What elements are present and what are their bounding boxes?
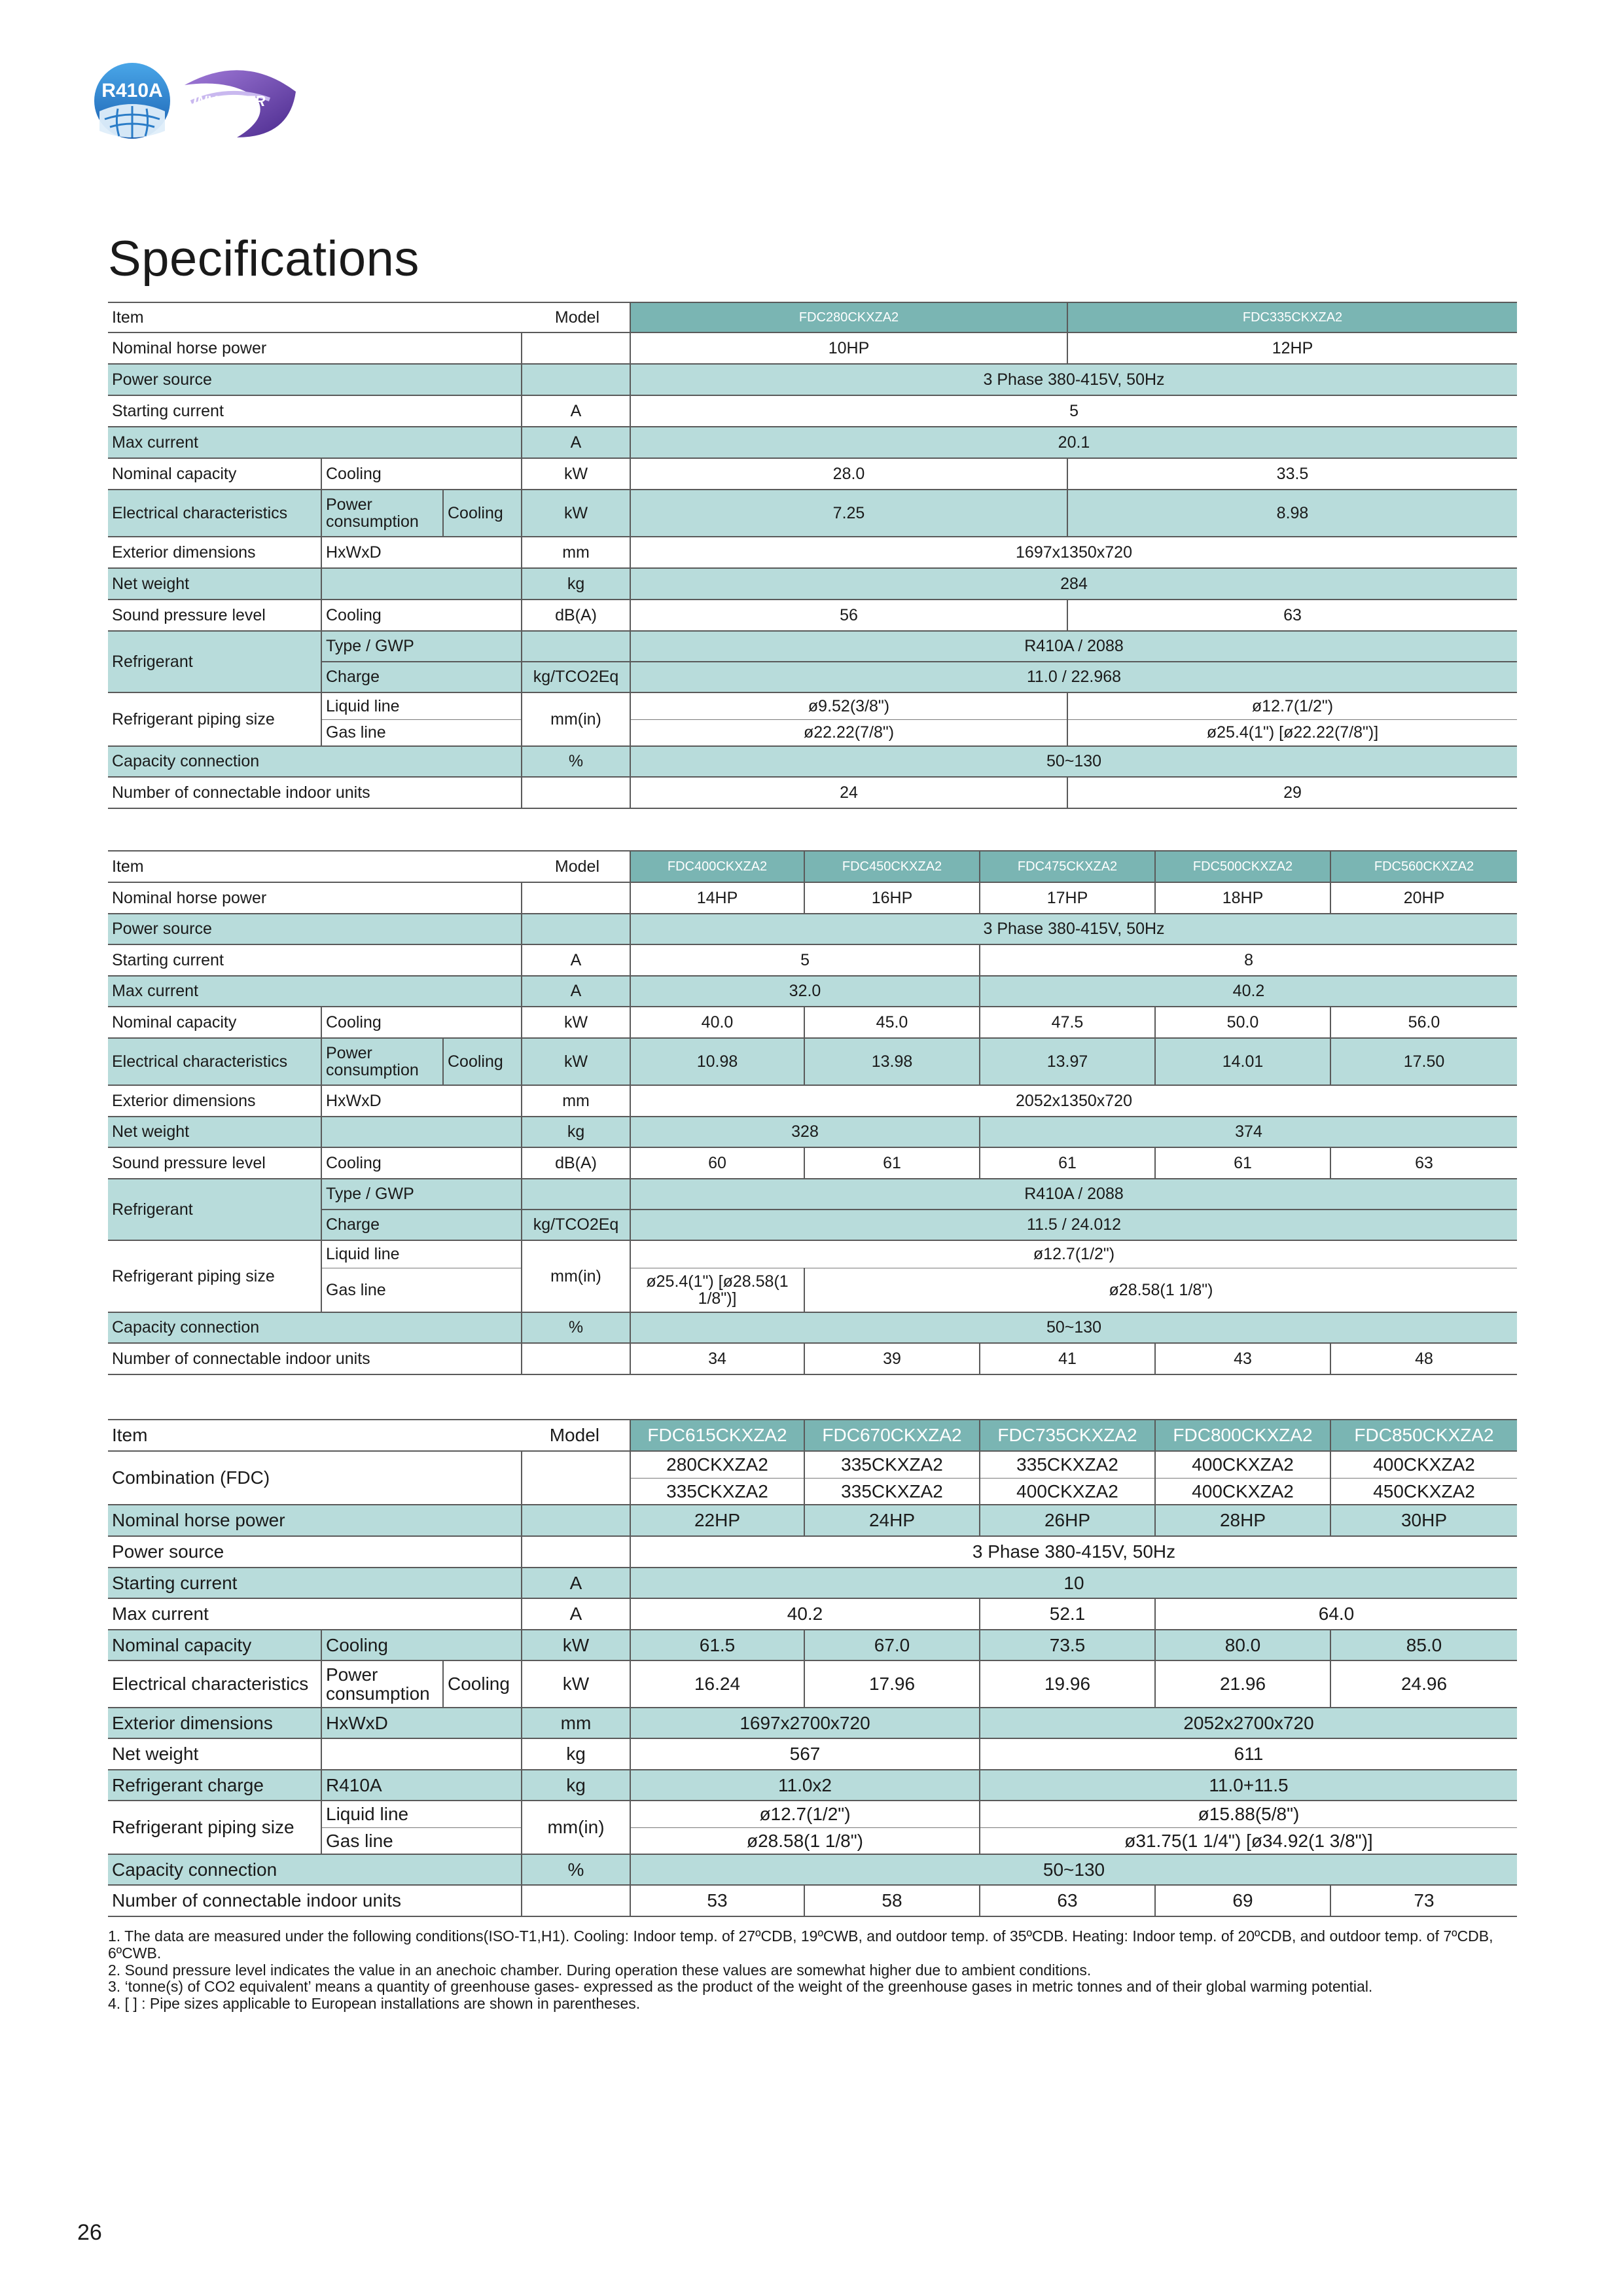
value-cell: 11.0x2 [630, 1770, 980, 1801]
model-header: Model [522, 302, 630, 332]
unit-cell [522, 1885, 630, 1916]
value-cell: 47.5 [980, 1007, 1155, 1038]
value-cell: 400CKXZA2 [1155, 1478, 1330, 1505]
row-label: Nominal horse power [108, 332, 522, 364]
unit-cell: A [522, 944, 630, 976]
dimensions-row [108, 1085, 1517, 1117]
capacity-connection-row [108, 746, 1517, 777]
page-title: Specifications [108, 231, 419, 287]
unit-cell: mm(in) [522, 692, 630, 746]
unit-cell: kg [522, 1117, 630, 1147]
value-cell: 3 Phase 380-415V, 50Hz [630, 364, 1517, 395]
row-label: Power source [108, 914, 522, 944]
sub-label-2: Cooling [443, 490, 522, 537]
sound-row [108, 1147, 1517, 1179]
row-label: Capacity connection [108, 746, 522, 777]
value-cell: 50~130 [630, 1312, 1517, 1343]
sub-label: HxWxD [321, 1085, 522, 1117]
net-weight-row [108, 568, 1517, 600]
unit-cell: A [522, 1568, 630, 1598]
page-number: 26 [77, 2220, 102, 2245]
row-label: Exterior dimensions [108, 1085, 321, 1117]
model-header: Model [522, 1420, 630, 1451]
value-cell: 14.01 [1155, 1038, 1330, 1085]
row-label: Exterior dimensions [108, 537, 321, 568]
row-label: Max current [108, 427, 522, 458]
value-cell: 28.0 [630, 458, 1067, 490]
value-cell: ø12.7(1/2") [1067, 692, 1517, 719]
value-cell: 48 [1330, 1343, 1517, 1374]
power-source-row [108, 1536, 1517, 1568]
value-cell: 11.5 / 24.012 [630, 1210, 1517, 1240]
value-cell: 20HP [1330, 882, 1517, 914]
model-cell: FDC670CKXZA2 [804, 1420, 980, 1451]
value-cell: 33.5 [1067, 458, 1517, 490]
sub-label: Cooling [321, 1007, 522, 1038]
value-cell: 26HP [980, 1505, 1155, 1536]
value-cell: 12HP [1067, 332, 1517, 364]
sound-row [108, 600, 1517, 631]
sub-label [321, 568, 522, 600]
unit-cell: A [522, 1598, 630, 1630]
sub-label: R410A [321, 1770, 522, 1801]
value-cell: 43 [1155, 1343, 1330, 1374]
footnote: 3. ‘tonne(s) of CO2 equivalent’ means a quantity of greenhouse gases- expressed as the product of the weight of the greenhouse gases in metric tonnes and of their global warming potential. [108, 1978, 1373, 1996]
piping-liquid-row [108, 692, 1517, 719]
row-label: Number of connectable indoor units [108, 777, 522, 808]
value-cell: 61.5 [630, 1630, 804, 1660]
value-cell: ø12.7(1/2") [630, 1801, 980, 1827]
model-cell: FDC735CKXZA2 [980, 1420, 1155, 1451]
unit-cell: kW [522, 1630, 630, 1660]
value-cell: 63 [1067, 600, 1517, 631]
value-cell: 60 [630, 1147, 804, 1179]
row-label: Capacity connection [108, 1312, 522, 1343]
row-label: Number of connectable indoor units [108, 1885, 522, 1916]
value-cell: 24 [630, 777, 1067, 808]
item-header: Item [108, 851, 522, 882]
model-header: Model [522, 851, 630, 882]
header-row [108, 851, 1517, 882]
value-cell: 20.1 [630, 427, 1517, 458]
value-cell: 5 [630, 395, 1517, 427]
value-cell: 63 [980, 1885, 1155, 1916]
nominal-hp-row [108, 882, 1517, 914]
sub-label: Liquid line [321, 1801, 522, 1827]
model-cell: FDC560CKXZA2 [1330, 851, 1517, 882]
unit-cell: % [522, 1854, 630, 1885]
value-cell: 1697x1350x720 [630, 537, 1517, 568]
value-cell: 335CKXZA2 [630, 1478, 804, 1505]
brand-logos [93, 59, 315, 144]
combination-row-1 [108, 1451, 1517, 1478]
value-cell: 40.0 [630, 1007, 804, 1038]
row-label: Net weight [108, 568, 321, 600]
unit-cell: mm [522, 1708, 630, 1738]
value-cell: 1697x2700x720 [630, 1708, 980, 1738]
unit-cell [522, 631, 630, 662]
value-cell: ø25.4(1") [ø22.22(7/8")] [1067, 719, 1517, 746]
indoor-units-row [108, 777, 1517, 808]
value-cell: 22HP [630, 1505, 804, 1536]
sub-label: HxWxD [321, 537, 522, 568]
value-cell: 61 [980, 1147, 1155, 1179]
indoor-units-row [108, 1885, 1517, 1916]
net-weight-row [108, 1117, 1517, 1147]
power-source-row [108, 364, 1517, 395]
model-cell: FDC450CKXZA2 [804, 851, 980, 882]
value-cell: 39 [804, 1343, 980, 1374]
row-label: Nominal horse power [108, 882, 522, 914]
sub-label: Power consumption [321, 1660, 443, 1708]
footnote: 2. Sound pressure level indicates the value in an anechoic chamber. During operation these values are somewhat higher due to ambient conditions. [108, 1961, 1092, 1979]
row-label: Electrical characteristics [108, 490, 321, 537]
value-cell: 611 [980, 1738, 1517, 1770]
unit-cell: kg [522, 1770, 630, 1801]
value-cell: ø22.22(7/8") [630, 719, 1067, 746]
net-weight-row [108, 1738, 1517, 1770]
sub-label-2: Cooling [443, 1660, 522, 1708]
electrical-row [108, 1660, 1517, 1708]
value-cell: ø28.58(1 1/8") [630, 1827, 980, 1854]
row-label: Capacity connection [108, 1854, 522, 1885]
spec-table-1 [108, 302, 1517, 809]
value-cell: 5 [630, 944, 980, 976]
value-cell: 64.0 [1155, 1598, 1517, 1630]
row-label: Electrical characteristics [108, 1660, 321, 1708]
model-cell: FDC800CKXZA2 [1155, 1420, 1330, 1451]
capacity-connection-row [108, 1854, 1517, 1885]
value-cell: 61 [804, 1147, 980, 1179]
value-cell: 80.0 [1155, 1630, 1330, 1660]
value-cell: 73 [1330, 1885, 1517, 1916]
row-label: Refrigerant [108, 1179, 321, 1240]
unit-cell: % [522, 1312, 630, 1343]
unit-cell: A [522, 427, 630, 458]
value-cell: 61 [1155, 1147, 1330, 1179]
sub-label: Cooling [321, 600, 522, 631]
value-cell: 10HP [630, 332, 1067, 364]
footnote: 1. The data are measured under the following conditions(ISO-T1,H1). Cooling: Indoor temp. of 27ºCDB, 19ºCWB, and outdoor temp. of 35ºCDB. Heating: Indoor temp. of 20ºCDB, and outdoor temp. of 7ºCDB, 6ºCWB. [108, 1928, 1493, 1962]
unit-cell: mm(in) [522, 1240, 630, 1312]
value-cell: 41 [980, 1343, 1155, 1374]
sub-label: Liquid line [321, 1240, 522, 1268]
sub-label: Cooling [321, 1630, 522, 1660]
unit-cell: kg/TCO2Eq [522, 662, 630, 692]
value-cell: 73.5 [980, 1630, 1155, 1660]
max-current-row [108, 427, 1517, 458]
value-cell: 69 [1155, 1885, 1330, 1916]
unit-cell: dB(A) [522, 600, 630, 631]
sub-label: Power consumption [321, 1038, 443, 1085]
unit-cell: A [522, 976, 630, 1007]
item-header: Item [108, 1420, 522, 1451]
value-cell: 29 [1067, 777, 1517, 808]
unit-cell: mm [522, 537, 630, 568]
value-cell: 567 [630, 1738, 980, 1770]
sub-label: Charge [321, 662, 522, 692]
nominal-capacity-row [108, 1007, 1517, 1038]
unit-cell: kg [522, 568, 630, 600]
model-cell: FDC335CKXZA2 [1067, 302, 1517, 332]
piping-liquid-row [108, 1240, 1517, 1268]
value-cell: 50.0 [1155, 1007, 1330, 1038]
header-row [108, 302, 1517, 332]
row-label: Number of connectable indoor units [108, 1343, 522, 1374]
unit-cell: kg [522, 1738, 630, 1770]
row-label: Power source [108, 1536, 522, 1568]
unit-cell [522, 1451, 630, 1505]
refrigerant-charge-row [108, 1770, 1517, 1801]
value-cell: ø9.52(3/8") [630, 692, 1067, 719]
value-cell: 7.25 [630, 490, 1067, 537]
row-label: Sound pressure level [108, 1147, 321, 1179]
row-label: Sound pressure level [108, 600, 321, 631]
sub-label: Gas line [321, 719, 522, 746]
value-cell: 280CKXZA2 [630, 1451, 804, 1478]
row-label: Max current [108, 1598, 522, 1630]
unit-cell: kg/TCO2Eq [522, 1210, 630, 1240]
unit-cell [522, 914, 630, 944]
value-cell: 21.96 [1155, 1660, 1330, 1708]
spec-table-2 [108, 850, 1517, 1375]
model-cell: FDC400CKXZA2 [630, 851, 804, 882]
model-cell: FDC280CKXZA2 [630, 302, 1067, 332]
row-label: Refrigerant piping size [108, 692, 321, 746]
unit-cell: mm [522, 1085, 630, 1117]
value-cell: 10 [630, 1568, 1517, 1598]
value-cell: 11.0+11.5 [980, 1770, 1517, 1801]
value-cell: 50~130 [630, 746, 1517, 777]
row-label: Refrigerant charge [108, 1770, 321, 1801]
value-cell: 10.98 [630, 1038, 804, 1085]
unit-cell [522, 1179, 630, 1210]
value-cell: 335CKXZA2 [804, 1451, 980, 1478]
sub-label: Type / GWP [321, 631, 522, 662]
unit-cell: kW [522, 1007, 630, 1038]
value-cell: 52.1 [980, 1598, 1155, 1630]
sub-label: Gas line [321, 1268, 522, 1312]
value-cell: 63 [1330, 1147, 1517, 1179]
row-label: Refrigerant piping size [108, 1240, 321, 1312]
value-cell: ø28.58(1 1/8") [804, 1268, 1517, 1312]
model-cell: FDC615CKXZA2 [630, 1420, 804, 1451]
value-cell: 450CKXZA2 [1330, 1478, 1517, 1505]
row-label: Nominal capacity [108, 1007, 321, 1038]
unit-cell: kW [522, 1038, 630, 1085]
row-label: Combination (FDC) [108, 1451, 522, 1505]
capacity-connection-row [108, 1312, 1517, 1343]
value-cell: ø12.7(1/2") [630, 1240, 1517, 1268]
row-label: Nominal capacity [108, 1630, 321, 1660]
value-cell: 40.2 [980, 976, 1517, 1007]
nominal-capacity-row [108, 1630, 1517, 1660]
value-cell: 284 [630, 568, 1517, 600]
header-row [108, 1420, 1517, 1451]
value-cell: 16HP [804, 882, 980, 914]
value-cell: 2052x1350x720 [630, 1085, 1517, 1117]
unit-cell: kW [522, 458, 630, 490]
nominal-hp-row [108, 332, 1517, 364]
item-header: Item [108, 302, 522, 332]
value-cell: 24.96 [1330, 1660, 1517, 1708]
unit-cell [522, 1505, 630, 1536]
footnote: 4. [ ] : Pipe sizes applicable to European installations are shown in parentheses. [108, 1995, 641, 2012]
row-label: Refrigerant [108, 631, 321, 692]
value-cell: R410A / 2088 [630, 631, 1517, 662]
model-cell: FDC850CKXZA2 [1330, 1420, 1517, 1451]
sub-label [321, 1738, 522, 1770]
unit-cell [522, 1536, 630, 1568]
sub-label [321, 1117, 522, 1147]
row-label: Starting current [108, 944, 522, 976]
value-cell: 45.0 [804, 1007, 980, 1038]
unit-cell: kW [522, 1660, 630, 1708]
value-cell: 14HP [630, 882, 804, 914]
unit-cell [522, 1343, 630, 1374]
value-cell: ø25.4(1") [ø28.58(1 1/8")] [630, 1268, 804, 1312]
value-cell: 17HP [980, 882, 1155, 914]
spec-table-3 [108, 1419, 1517, 1917]
value-cell: 85.0 [1330, 1630, 1517, 1660]
row-label: Refrigerant piping size [108, 1801, 321, 1854]
sub-label: Power consumption [321, 490, 443, 537]
dimensions-row [108, 1708, 1517, 1738]
sub-label: Cooling [321, 458, 522, 490]
value-cell: 34 [630, 1343, 804, 1374]
model-cell: FDC475CKXZA2 [980, 851, 1155, 882]
electrical-row [108, 490, 1517, 537]
sub-label-2: Cooling [443, 1038, 522, 1085]
value-cell: 56 [630, 600, 1067, 631]
value-cell: 24HP [804, 1505, 980, 1536]
unit-cell [522, 777, 630, 808]
footnotes [108, 1928, 1522, 2013]
value-cell: 2052x2700x720 [980, 1708, 1517, 1738]
nominal-capacity-row [108, 458, 1517, 490]
value-cell: 19.96 [980, 1660, 1155, 1708]
sub-label: Type / GWP [321, 1179, 522, 1210]
row-label: Exterior dimensions [108, 1708, 321, 1738]
value-cell: R410A / 2088 [630, 1179, 1517, 1210]
dimensions-row [108, 537, 1517, 568]
max-current-row [108, 976, 1517, 1007]
value-cell: 3 Phase 380-415V, 50Hz [630, 914, 1517, 944]
sub-label: Gas line [321, 1827, 522, 1854]
model-cell: FDC500CKXZA2 [1155, 851, 1330, 882]
value-cell: 32.0 [630, 976, 980, 1007]
value-cell: 335CKXZA2 [980, 1451, 1155, 1478]
sub-label: Cooling [321, 1147, 522, 1179]
unit-cell: dB(A) [522, 1147, 630, 1179]
value-cell: 18HP [1155, 882, 1330, 914]
starting-current-row [108, 395, 1517, 427]
sub-label: Charge [321, 1210, 522, 1240]
refrigerant-type-row [108, 1179, 1517, 1210]
value-cell: 374 [980, 1117, 1517, 1147]
value-cell: 3 Phase 380-415V, 50Hz [630, 1536, 1517, 1568]
value-cell: 328 [630, 1117, 980, 1147]
unit-cell [522, 332, 630, 364]
starting-current-row [108, 1568, 1517, 1598]
value-cell: ø15.88(5/8") [980, 1801, 1517, 1827]
value-cell: 400CKXZA2 [1155, 1451, 1330, 1478]
starting-current-row [108, 944, 1517, 976]
row-label: Starting current [108, 395, 522, 427]
refrigerant-type-row [108, 631, 1517, 662]
value-cell: 28HP [1155, 1505, 1330, 1536]
unit-cell [522, 882, 630, 914]
value-cell: 53 [630, 1885, 804, 1916]
row-label: Net weight [108, 1117, 321, 1147]
row-label: Nominal horse power [108, 1505, 522, 1536]
value-cell: 56.0 [1330, 1007, 1517, 1038]
value-cell: 400CKXZA2 [1330, 1451, 1517, 1478]
max-current-row [108, 1598, 1517, 1630]
value-cell: 30HP [1330, 1505, 1517, 1536]
unit-cell [522, 364, 630, 395]
value-cell: 17.96 [804, 1660, 980, 1708]
nominal-hp-row [108, 1505, 1517, 1536]
row-label: Starting current [108, 1568, 522, 1598]
value-cell: 11.0 / 22.968 [630, 662, 1517, 692]
value-cell: 58 [804, 1885, 980, 1916]
unit-cell: mm(in) [522, 1801, 630, 1854]
value-cell: 13.98 [804, 1038, 980, 1085]
value-cell: 8 [980, 944, 1517, 976]
value-cell: 40.2 [630, 1598, 980, 1630]
inverter-logo-text: INVERTER [192, 93, 266, 109]
sub-label: HxWxD [321, 1708, 522, 1738]
r410a-logo-text: R410A [101, 80, 163, 101]
unit-cell: A [522, 395, 630, 427]
value-cell: 335CKXZA2 [804, 1478, 980, 1505]
unit-cell: kW [522, 490, 630, 537]
row-label: Electrical characteristics [108, 1038, 321, 1085]
value-cell: 50~130 [630, 1854, 1517, 1885]
row-label: Net weight [108, 1738, 321, 1770]
r410a-inverter-logo [93, 59, 315, 144]
unit-cell: % [522, 746, 630, 777]
indoor-units-row [108, 1343, 1517, 1374]
power-source-row [108, 914, 1517, 944]
value-cell: 17.50 [1330, 1038, 1517, 1085]
value-cell: 13.97 [980, 1038, 1155, 1085]
piping-liquid-row [108, 1801, 1517, 1827]
value-cell: ø31.75(1 1/4") [ø34.92(1 3/8")] [980, 1827, 1517, 1854]
row-label: Nominal capacity [108, 458, 321, 490]
row-label: Max current [108, 976, 522, 1007]
value-cell: 16.24 [630, 1660, 804, 1708]
value-cell: 400CKXZA2 [980, 1478, 1155, 1505]
value-cell: 8.98 [1067, 490, 1517, 537]
value-cell: 67.0 [804, 1630, 980, 1660]
electrical-row [108, 1038, 1517, 1085]
sub-label: Liquid line [321, 692, 522, 719]
row-label: Power source [108, 364, 522, 395]
